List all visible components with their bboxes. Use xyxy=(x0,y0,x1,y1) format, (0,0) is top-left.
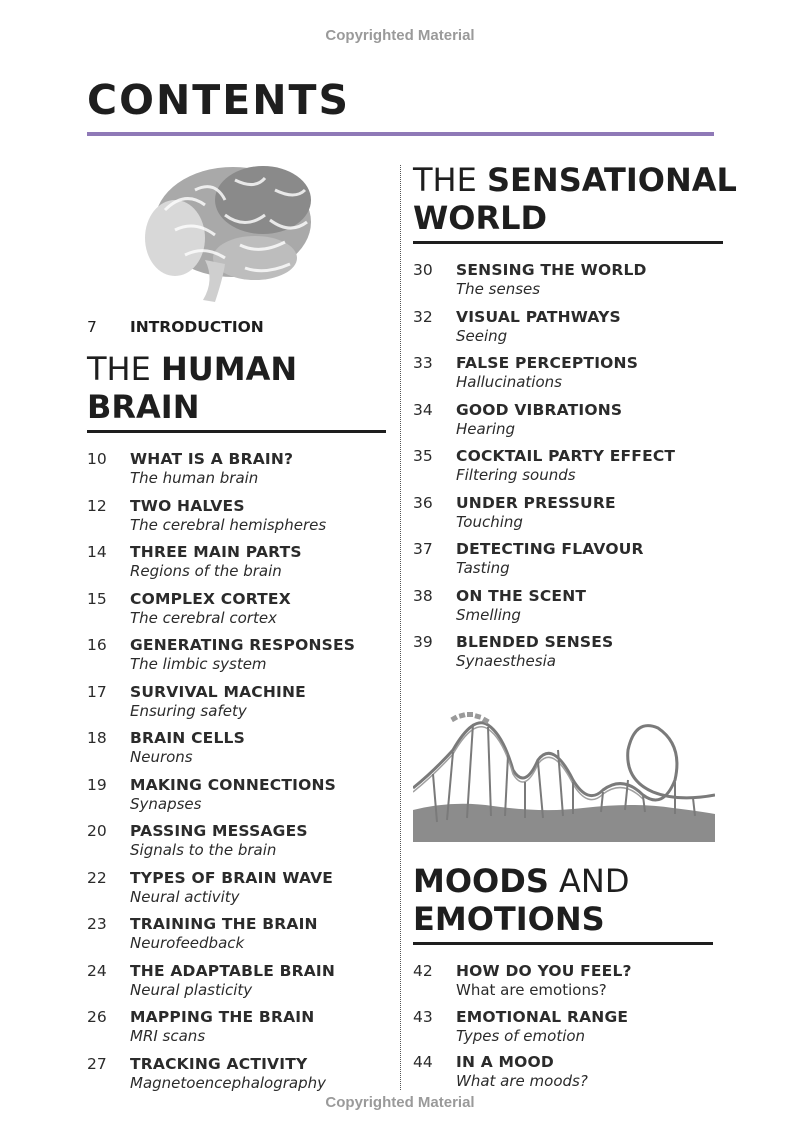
toc-page-number: 14 xyxy=(87,543,107,561)
toc-entry-subtitle: The senses xyxy=(456,280,541,298)
toc-page-number: 10 xyxy=(87,450,107,468)
toc-entry-subtitle: Types of emotion xyxy=(456,1026,586,1045)
toc-entry[interactable] xyxy=(87,543,377,583)
toc-entry-title: GOOD VIBRATIONS xyxy=(456,400,623,419)
toc-entry-subtitle: Neural plasticity xyxy=(130,980,253,999)
toc-entry[interactable] xyxy=(87,729,377,769)
toc-entry[interactable] xyxy=(413,540,703,580)
toc-entry[interactable] xyxy=(87,1008,377,1048)
toc-entry[interactable] xyxy=(87,776,377,816)
section-heading-sensational-world: THE SENSATIONAL WORLD xyxy=(413,161,737,237)
toc-page-number: 30 xyxy=(413,261,433,279)
toc-entry[interactable] xyxy=(413,1053,703,1093)
toc-page-number: 36 xyxy=(413,493,433,512)
toc-entry-title: TWO HALVES xyxy=(130,496,245,515)
roller-coaster-illustration xyxy=(413,710,715,845)
section-heading-human-brain: THE HUMAN BRAIN xyxy=(87,350,298,426)
toc-entry-subtitle: What are moods? xyxy=(456,1072,588,1090)
toc-entry[interactable] xyxy=(87,497,377,537)
toc-entry-subtitle: Neurofeedback xyxy=(130,934,245,952)
toc-entry-subtitle: The limbic system xyxy=(130,655,267,673)
toc-entry-subtitle: Signals to the brain xyxy=(130,841,277,859)
toc-entry-subtitle: Hearing xyxy=(456,419,516,438)
toc-page-number: 34 xyxy=(413,400,433,419)
brain-illustration xyxy=(145,160,315,310)
toc-entry-subtitle: Ensuring safety xyxy=(130,701,247,720)
toc-entry[interactable] xyxy=(413,447,703,487)
toc-entry-title: TRAINING THE BRAIN xyxy=(130,915,318,933)
toc-entry-subtitle: Hallucinations xyxy=(456,373,562,391)
toc-page-number: 24 xyxy=(87,961,107,980)
toc-entry-title: DETECTING FLAVOUR xyxy=(456,540,644,558)
toc-entry-title: COMPLEX CORTEX xyxy=(130,589,291,608)
toc-entry[interactable] xyxy=(413,962,703,1002)
toc-entry-title: GENERATING RESPONSES xyxy=(130,636,356,654)
toc-page-number: 37 xyxy=(413,540,433,558)
toc-page-number: 12 xyxy=(87,496,107,515)
toc-entry[interactable] xyxy=(87,1055,377,1095)
toc-entry-subtitle: Synaesthesia xyxy=(456,652,556,670)
toc-entry[interactable] xyxy=(413,633,703,673)
toc-entry-subtitle: The cerebral hemispheres xyxy=(130,515,327,534)
toc-entry[interactable] xyxy=(87,683,377,723)
toc-page-number: 18 xyxy=(87,729,107,747)
toc-entry-title: SENSING THE WORLD xyxy=(456,261,647,279)
toc-entry-title: THE ADAPTABLE BRAIN xyxy=(130,961,336,980)
toc-entry[interactable] xyxy=(87,822,377,862)
toc-page-number: 32 xyxy=(413,307,433,326)
toc-entry-subtitle: Touching xyxy=(456,512,523,531)
toc-entry-subtitle: Smelling xyxy=(456,605,521,624)
toc-entry[interactable] xyxy=(87,590,377,630)
toc-page-number: 23 xyxy=(87,915,107,933)
toc-entry-subtitle: Regions of the brain xyxy=(130,562,282,580)
toc-entry[interactable] xyxy=(413,401,703,441)
toc-page-number: 22 xyxy=(87,868,107,887)
toc-page-number: 26 xyxy=(87,1008,107,1026)
toc-page-number: 17 xyxy=(87,682,107,701)
intro-page-number: 7 xyxy=(87,318,97,336)
toc-entry-title: UNDER PRESSURE xyxy=(456,493,616,512)
intro-label: INTRODUCTION xyxy=(130,318,264,336)
toc-page-number: 35 xyxy=(413,447,433,465)
toc-entry-title: TRACKING ACTIVITY xyxy=(130,1054,308,1073)
toc-entry-title: BRAIN CELLS xyxy=(130,729,245,747)
toc-page-number: 27 xyxy=(87,1054,107,1073)
column-divider xyxy=(400,165,401,1090)
section-rule-human-brain xyxy=(87,430,386,433)
toc-entry-title: SURVIVAL MACHINE xyxy=(130,682,306,701)
toc-entry[interactable] xyxy=(87,962,377,1002)
toc-page-number: 38 xyxy=(413,586,433,605)
toc-entry-subtitle: Tasting xyxy=(456,559,510,577)
toc-entry[interactable] xyxy=(413,354,703,394)
toc-entry-subtitle: The cerebral cortex xyxy=(130,608,277,627)
toc-page-number: 19 xyxy=(87,775,107,794)
toc-entry[interactable] xyxy=(413,308,703,348)
toc-entry[interactable] xyxy=(87,915,377,955)
toc-entry[interactable] xyxy=(413,261,703,301)
toc-entry[interactable] xyxy=(413,587,703,627)
toc-entry-subtitle: Magnetoencephalography xyxy=(130,1073,327,1092)
toc-entry-title: VISUAL PATHWAYS xyxy=(456,307,621,326)
toc-entry-title: MAPPING THE BRAIN xyxy=(130,1008,315,1026)
toc-page-number: 39 xyxy=(413,633,433,651)
toc-page-number: 16 xyxy=(87,636,107,654)
page-title: CONTENTS xyxy=(87,76,351,124)
toc-entry-title: ON THE SCENT xyxy=(456,586,587,605)
toc-entry-subtitle: Filtering sounds xyxy=(456,466,576,484)
toc-entry-title: PASSING MESSAGES xyxy=(130,822,308,840)
toc-entry-subtitle: What are emotions? xyxy=(456,981,607,999)
section-rule-moods-emotions xyxy=(413,942,713,945)
watermark-bottom: Copyrighted Material xyxy=(325,1094,475,1111)
toc-entry-title: BLENDED SENSES xyxy=(456,633,614,651)
toc-entry-title: COCKTAIL PARTY EFFECT xyxy=(456,447,676,465)
toc-entry-subtitle: Neural activity xyxy=(130,887,240,906)
toc-entry-subtitle: MRI scans xyxy=(130,1027,206,1045)
toc-entry-title: EMOTIONAL RANGE xyxy=(456,1007,629,1026)
toc-entry[interactable] xyxy=(413,494,703,534)
toc-page-number: 44 xyxy=(413,1053,433,1071)
section-heading-moods-emotions: MOODS AND EMOTIONS xyxy=(413,862,630,938)
toc-entry-subtitle: Synapses xyxy=(130,794,202,813)
toc-entry[interactable] xyxy=(87,450,377,490)
toc-entry[interactable] xyxy=(413,1008,703,1048)
toc-entry-title: TYPES OF BRAIN WAVE xyxy=(130,868,334,887)
toc-page-number: 43 xyxy=(413,1007,433,1026)
toc-entry-subtitle: Seeing xyxy=(456,326,508,345)
toc-page-number: 42 xyxy=(413,962,433,980)
toc-entry-subtitle: The human brain xyxy=(130,469,259,487)
toc-entry-title: THREE MAIN PARTS xyxy=(130,543,302,561)
toc-entry-subtitle: Neurons xyxy=(130,748,193,766)
toc-entry-title: MAKING CONNECTIONS xyxy=(130,775,337,794)
toc-entry-title: IN A MOOD xyxy=(456,1053,554,1071)
toc-entry-title: HOW DO YOU FEEL? xyxy=(456,962,632,980)
toc-entry[interactable] xyxy=(87,636,377,676)
toc-entry[interactable] xyxy=(87,869,377,909)
toc-page-number: 15 xyxy=(87,589,107,608)
toc-page-number: 20 xyxy=(87,822,107,840)
toc-entry-title: FALSE PERCEPTIONS xyxy=(456,354,639,372)
toc-entry-title: WHAT IS A BRAIN? xyxy=(130,450,294,468)
title-rule xyxy=(87,132,714,136)
section-rule-sensational-world xyxy=(413,241,723,244)
watermark-top: Copyrighted Material xyxy=(325,27,475,44)
toc-page-number: 33 xyxy=(413,354,433,372)
